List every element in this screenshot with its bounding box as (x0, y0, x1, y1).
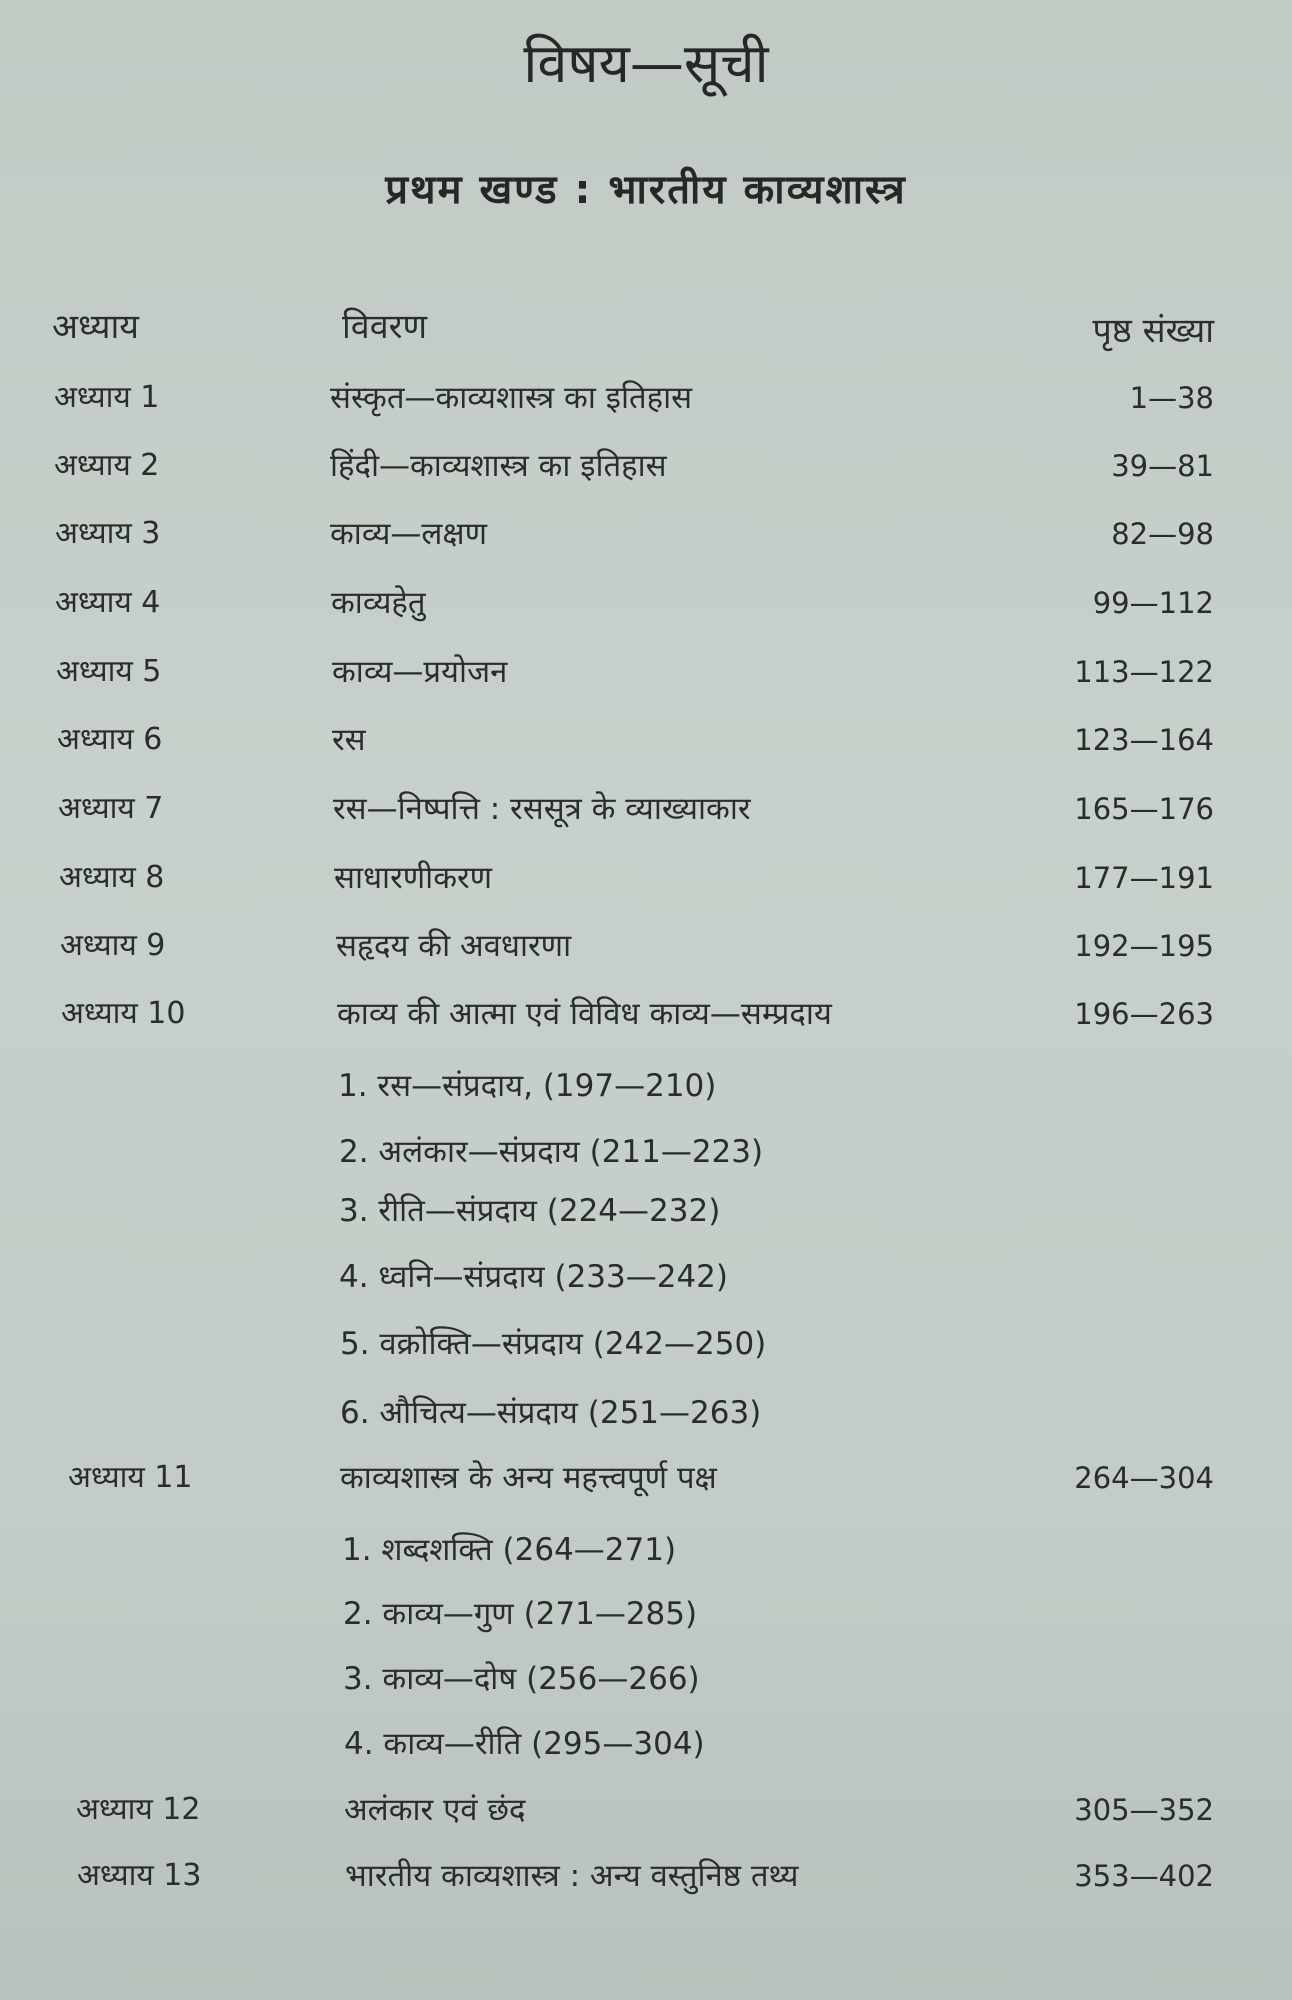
subsection-item: 3. रीति—संप्रदाय (224—232) (339, 1193, 721, 1229)
chapter-title: साधारणीकरण (334, 860, 493, 896)
chapter-number: अध्याय 4 (55, 585, 161, 620)
chapter-title: काव्यशास्त्र के अन्य महत्त्वपूर्ण पक्ष (340, 1460, 717, 1496)
page-range: 192—195 (1074, 929, 1214, 963)
page-range: 123—164 (1074, 723, 1214, 757)
chapter-number: अध्याय 7 (58, 791, 164, 826)
chapter-number: अध्याय 2 (54, 448, 160, 483)
subsection-item: 1. रस—संप्रदाय, (197—210) (338, 1068, 717, 1104)
page-range: 82—98 (1111, 517, 1214, 551)
page-range: 353—402 (1074, 1859, 1214, 1893)
column-header-pages: पृष्ठ संख्या (1092, 311, 1214, 351)
toc-row (0, 583, 1292, 643)
subsection-item: 6. औचित्य—संप्रदाय (251—263) (340, 1395, 762, 1431)
page-range: 165—176 (1074, 792, 1214, 826)
subsection-item: 4. ध्वनि—संप्रदाय (233—242) (339, 1259, 729, 1295)
subsection-item: 1. शब्दशक्ति (264—271) (342, 1532, 677, 1568)
chapter-number: अध्याय 12 (76, 1792, 201, 1827)
toc-row (0, 926, 1292, 986)
chapter-title: काव्य—लक्षण (330, 516, 488, 552)
chapter-number: अध्याय 13 (77, 1858, 202, 1893)
section-heading: प्रथम खण्ड : भारतीय काव्यशास्त्र (385, 167, 907, 213)
chapter-title: काव्य की आत्मा एवं विविध काव्य—सम्प्रदाय (337, 996, 832, 1032)
column-header-chapter: अध्याय (52, 307, 140, 347)
chapter-title: रस—निष्पत्ति : रससूत्र के व्याख्याकार (333, 791, 751, 827)
page-range: 177—191 (1074, 861, 1214, 895)
page-range: 305—352 (1074, 1793, 1214, 1827)
page-title: विषय—सूची (523, 32, 769, 95)
toc-row (0, 720, 1292, 780)
subsection-item: 4. काव्य—रीति (295—304) (344, 1726, 705, 1762)
toc-row (0, 858, 1292, 918)
page-range: 39—81 (1111, 449, 1214, 483)
page-range: 196—263 (1074, 997, 1214, 1031)
chapter-number: अध्याय 3 (55, 516, 161, 551)
toc-row (0, 514, 1292, 574)
chapter-title: काव्य—प्रयोजन (332, 654, 508, 690)
subsection-item: 3. काव्य—दोष (256—266) (343, 1661, 700, 1697)
toc-row (0, 1790, 1292, 1850)
chapter-title: रस (332, 722, 366, 758)
chapter-title: अलंकार एवं छंद (344, 1792, 526, 1828)
chapter-number: अध्याय 8 (59, 860, 165, 895)
toc-row (0, 789, 1292, 849)
chapter-title: भारतीय काव्यशास्त्र : अन्य वस्तुनिष्ठ तथ्य (345, 1858, 799, 1894)
toc-row (0, 1856, 1292, 1916)
page-range: 113—122 (1074, 655, 1214, 689)
chapter-number: अध्याय 1 (54, 380, 160, 415)
chapter-number: अध्याय 5 (56, 654, 162, 689)
chapter-number: अध्याय 10 (61, 996, 186, 1031)
subsection-item: 5. वक्रोक्ति—संप्रदाय (242—250) (340, 1326, 767, 1362)
toc-row (0, 994, 1292, 1054)
subsection-item: 2. काव्य—गुण (271—285) (343, 1596, 698, 1632)
chapter-number: अध्याय 6 (57, 722, 163, 757)
toc-row (0, 446, 1292, 506)
chapter-number: अध्याय 9 (60, 928, 166, 963)
toc-row (0, 1458, 1292, 1518)
page-range: 99—112 (1092, 586, 1214, 620)
page-range: 1—38 (1129, 381, 1214, 415)
chapter-title: संस्कृत—काव्यशास्त्र का इतिहास (330, 380, 693, 416)
chapter-title: सहृदय की अवधारणा (336, 928, 572, 964)
chapter-number: अध्याय 11 (68, 1460, 193, 1495)
chapter-title: काव्यहेतु (331, 585, 426, 621)
column-header-description: विवरण (342, 307, 428, 347)
toc-row (0, 652, 1292, 712)
subsection-item: 2. अलंकार—संप्रदाय (211—223) (339, 1134, 764, 1170)
toc-row (0, 378, 1292, 438)
chapter-title: हिंदी—काव्यशास्त्र का इतिहास (330, 448, 667, 484)
page-range: 264—304 (1074, 1461, 1214, 1495)
